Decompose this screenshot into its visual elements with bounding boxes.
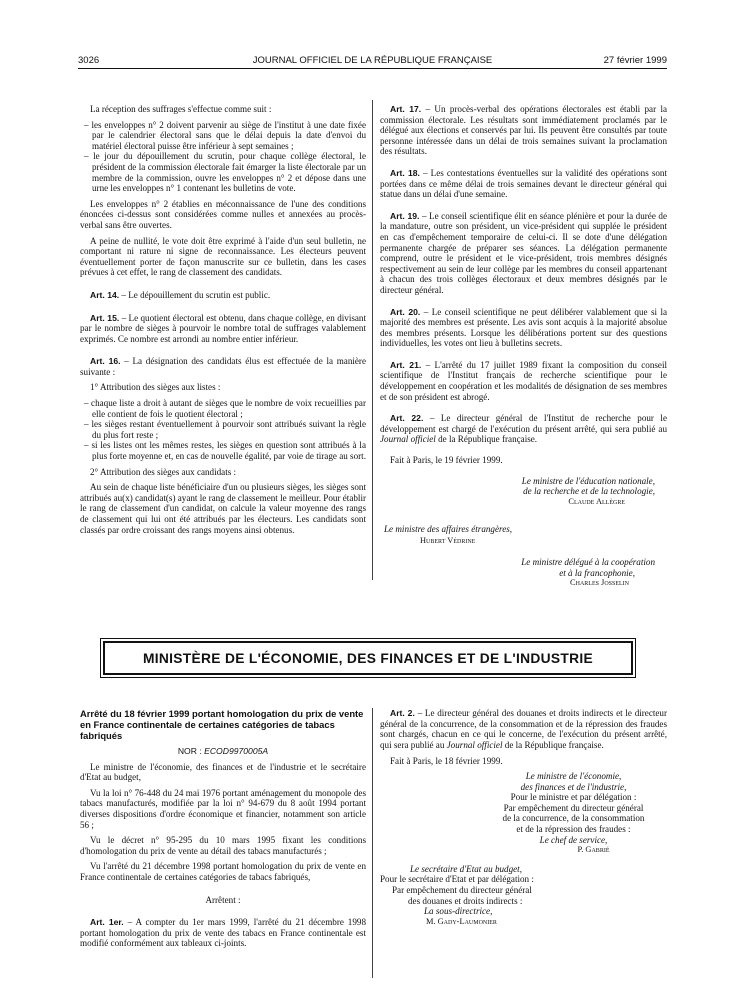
column-divider — [372, 100, 373, 580]
article-text: – Le conseil scientifique élit en séance plénière et pour la durée de la mandature, outre son président, un vice-président qui supplée le président en cas d'empêchement temporaire de celui-ci. Il se dote d'une délégation permanente chargée de préparer ses séances. La délégation permanente comprend, outre le président et le vice-président, trois membres désignés respectivement au sein de leur collège par les membres du conseil appartenant à chacun des trois collèges électoraux et deux membres désignés par le directeur général. — [380, 210, 667, 295]
article-14 — [80, 290, 366, 301]
signatory-title: des finances et de l'industrie, — [520, 781, 627, 792]
delegation-line: Par empêchement du directeur général — [392, 884, 532, 895]
paragraph: Vu le décret n° 95-295 du 10 mars 1995 fixant les conditions d'homologation du prix de vente au détail des tabacs manufacturés ; — [80, 835, 366, 856]
journal-reference: Journal officiel — [446, 739, 503, 750]
left-column-bottom — [80, 708, 366, 954]
subsection-heading: 2° Attribution des sièges aux candidats : — [90, 466, 237, 477]
article-text: – Le conseil scientifique ne peut délibérer valablement que si la majorité des membres est présente. Les avis sont acquis à la majorité absolue des membres présents. Lorsque les délibérations portent sur des questions individuelles, les votes ont lieu à bulletins secrets. — [380, 306, 668, 349]
article-15 — [80, 313, 366, 345]
signature-block — [380, 476, 667, 508]
article-text: – Un procès-verbal des opérations électorales est établi par la commission électorale. Les résultats sont immédiatement proclamés par le délégué aux élections et conservés par lui. Ils peuvent être consultés par toute personne intéressée dans un délai de trois semaines suivant la proclamation des résultats. — [380, 104, 668, 157]
signature-block-left — [384, 524, 664, 546]
article-label: Art. 20. — [390, 306, 421, 317]
list-item: – les sièges restant éventuellement à pourvoir sont attribués suivant la règle du plus fort reste ; — [80, 419, 366, 440]
article-label: Art. 18. — [390, 167, 420, 178]
list-item: – le jour du dépouillement du scrutin, pour chaque collège électoral, le président de la commission électorale fait émarger la liste électorale par un membre de la commission, ouvre les enveloppes n° 2 et dépose dans une urne les enveloppes n° 1 contenant les bulletins de vote. — [80, 151, 366, 193]
nor-reference — [80, 746, 366, 757]
article-label: Art. 2. — [390, 708, 415, 718]
delegation-line: Pour le secrétaire d'Etat et par délégation : — [380, 874, 534, 885]
column-divider — [372, 708, 373, 978]
article-label: Art. 1er. — [90, 917, 124, 928]
signatory-name: M. Gady-Laumonier — [426, 916, 497, 926]
paragraph: Les enveloppes n° 2 établies en méconnaissance de l'une des conditions énoncées ci-dessus sont considérées comme nulles et annexées au procès-verbal sans être ouvertes. — [80, 198, 366, 230]
bullet-list — [80, 120, 366, 194]
signatory-title: et à la francophonie, — [559, 567, 635, 578]
arretent-heading: Arrêtent : — [205, 894, 241, 905]
article-21 — [380, 360, 667, 402]
list-item: – les enveloppes n° 2 doivent parvenir au siège de l'institut à une date fixée par le calendrier électoral sans que le délai depuis la date d'envoi du matériel électoral puisse être inférieur à sept semaines ; — [80, 120, 366, 152]
article-2 — [380, 708, 667, 750]
delegation-line: Pour le ministre et par délégation : — [510, 792, 637, 803]
article-16 — [80, 356, 366, 377]
right-column-top — [380, 104, 667, 517]
signatory-title: Le ministre de l'éducation nationale, — [521, 475, 655, 486]
place-date: Fait à Paris, le 18 février 1999. — [390, 756, 503, 767]
article-text: – La désignation des candidats élus est effectuée de la manière suivante : — [80, 356, 366, 377]
signatory-title: Le ministre délégué à la coopération — [521, 557, 655, 567]
article-text: – Le directeur général de l'Institut de recherche pour le développement est chargé de l'exécution du présent arrêté, qui sera publié au — [380, 413, 667, 434]
paragraph: Le ministre de l'économie, des finances et de l'industrie et le secrétaire d'Etat au budget, — [80, 761, 366, 783]
article-text: – Les contestations éventuelles sur la validité des opérations sont portées dans ce même délai de trois semaines devant le directeur général qui statue dans un délai d'une semaine. — [380, 167, 667, 200]
subsection-heading: 1° Attribution des sièges aux listes : — [90, 382, 221, 393]
paragraph: Vu la loi n° 76-448 du 24 mai 1976 portant aménagement du monopole des tabacs manufacturés, modifiée par la loi n° 94-679 du 8 août 1994 portant diverses dispositions d'ordre économique et financier, notamment son article 56 ; — [80, 787, 366, 830]
decree-title: Arrêté du 18 février 1999 portant homologation du prix de vente en France continentale de certaines catégories de tabacs fabriqués — [80, 708, 364, 741]
header-rule — [78, 68, 667, 69]
article-text: – Le quotient électoral est obtenu, dans chaque collège, en divisant par le nombre de sièges à pourvoir le nombre total de suffrages valablement exprimés. Ce nombre est arrondi au nombre entier inférieur. — [80, 312, 366, 344]
signatory-title: Le chef de service, — [539, 834, 608, 845]
article-18 — [380, 168, 667, 200]
article-label: Art. 16. — [90, 356, 121, 367]
paragraph: Au sein de chaque liste bénéficiaire d'un ou plusieurs sièges, les sièges sont attribués au(x) candidat(s) ayant le rang de classement le meilleur. Pour établir le rang de classement d'un candidat, on calcule la valeur moyenne des rangs de classement qui lui ont été attribués par les électeurs. Les candidats sont classés par ordre croissant des rangs moyens ainsi obtenus. — [80, 482, 366, 535]
signatory-name: Hubert Védrine — [420, 535, 476, 545]
article-label: Art. 19. — [390, 210, 420, 221]
journal-title: JOURNAL OFFICIEL DE LA RÉPUBLIQUE FRANÇAISE — [252, 55, 493, 66]
journal-reference: Journal officiel — [380, 434, 436, 445]
paragraph: La réception des suffrages s'effectue comme suit : — [90, 104, 272, 114]
delegation-line: des douanes et droits indirects : — [408, 895, 523, 906]
nor-label: NOR : — [177, 746, 205, 756]
place-date: Fait à Paris, le 19 février 1999. — [390, 455, 503, 466]
list-item: – chaque liste a droit à autant de sièges que le nombre de voix recueillies par elle contient de fois le quotient électoral ; — [80, 398, 366, 419]
page-number: 3026 — [78, 55, 100, 66]
signature-block — [380, 557, 655, 589]
delegation-line: et de la répression des fraudes : — [516, 823, 631, 834]
article-text: – A compter du 1er mars 1999, l'arrêté du 21 décembre 1998 portant homologation du prix de vente des tabacs en France continentale est modifié conformément aux tableaux ci-joints. — [80, 917, 366, 949]
signatory-name: P. Gabrié — [577, 845, 610, 855]
nor-code: ECOD9970005A — [204, 746, 269, 756]
issue-date: 27 février 1999 — [603, 55, 667, 66]
delegation-line: Par empêchement du directeur général — [503, 802, 644, 813]
delegation-line: de la concurrence, de la consommation — [502, 813, 645, 824]
article-20 — [380, 307, 667, 349]
bullet-list — [80, 398, 366, 462]
article-label: Art. 15. — [90, 312, 120, 323]
article-label: Art. 14. — [90, 289, 120, 300]
signature-block — [380, 771, 667, 856]
article-text: – Le directeur général des douanes et droits indirects et le directeur général de la concurrence, de la consommation et de la répression des fraudes sont chargés, chacun en ce qui le concerne, de l'exécution du présent arrêté, qui sera publié au — [380, 708, 668, 750]
article-label: Art. 17. — [390, 104, 422, 114]
article-label: Art. 21. — [390, 359, 422, 370]
article-17 — [380, 104, 667, 157]
signatory-title: La sous-directrice, — [424, 906, 493, 917]
list-item: – si les listes ont les mêmes restes, les sièges en question sont attribués à la plus forte moyenne et, en cas de nouvelle égalité, par voie de tirage au sort. — [80, 440, 366, 461]
ministry-banner: MINISTÈRE DE L'ÉCONOMIE, DES FINANCES ET DE L'INDUSTRIE — [103, 641, 633, 675]
signatory-title: Le ministre des affaires étrangères, — [384, 524, 513, 534]
article-22 — [380, 413, 667, 445]
article-text: – Le dépouillement du scrutin est public. — [119, 289, 271, 300]
signatory-title: Le secrétaire d'Etat au budget, — [410, 863, 522, 874]
article-label: Art. 22. — [390, 413, 424, 424]
article-1 — [80, 917, 366, 949]
paragraph: Vu l'arrêté du 21 décembre 1998 portant homologation du prix de vente en France continentale de certaines catégories de tabacs fabriqués, — [80, 861, 366, 882]
signatory-title: Le ministre de l'économie, — [525, 770, 622, 781]
signature-block — [380, 864, 667, 928]
article-text: de la République française. — [435, 434, 538, 445]
article-text: de la République française. — [502, 739, 604, 750]
left-column-top — [80, 104, 366, 540]
signatory-name: Claude Allègre — [568, 496, 625, 506]
right-column-bottom — [380, 708, 667, 927]
signatory-title: de la recherche et de la technologie, — [523, 486, 655, 497]
paragraph: A peine de nullité, le vote doit être exprimé à l'aide d'un seul bulletin, ne comportant ni rature ni signe de reconnaissance. Les électeurs peuvent éventuellement porter de façon manuscrite sur ce bulletin, dans les cases prévues à cet effet, le rang de classement des candidats. — [80, 235, 366, 278]
article-text: – L'arrêté du 17 juillet 1989 fixant la composition du conseil scientifique de l'Institut français de recherche scientifique pour le développement en coopération et les modalités de désignation de ses membres et de son président est abrogé. — [380, 359, 668, 402]
signatory-name: Charles Josselin — [570, 578, 629, 588]
article-19 — [380, 211, 667, 296]
